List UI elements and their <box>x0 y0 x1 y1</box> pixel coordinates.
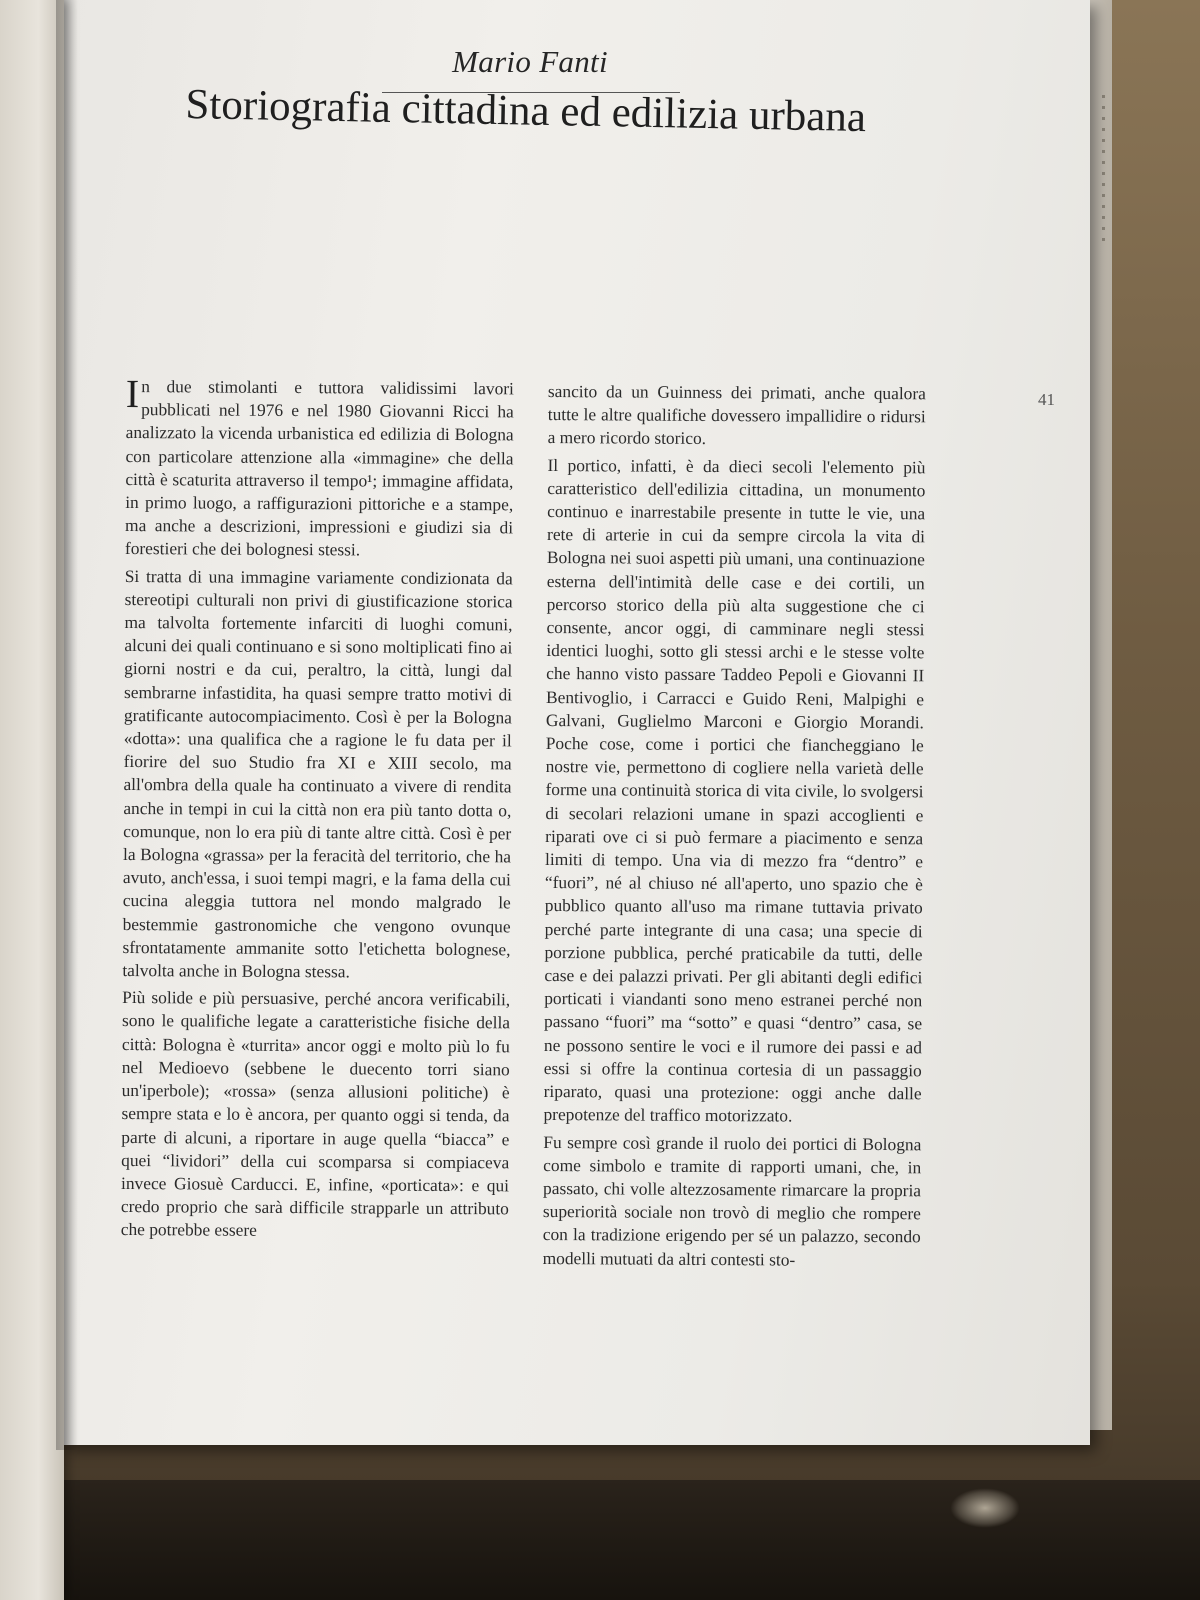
paragraph: sancito da un Guinness dei primati, anche qualora tutte le altre qualifiche dovessero impallidire o ridursi a mero ricordo storico. <box>547 380 926 449</box>
article-title: Storiografia cittadina ed edilizia urbana <box>185 80 867 142</box>
paragraph: Si tratta di una immagine variamente condizionata da stereotipi culturali non privi di giustificazione storica ma talvolta fortemente infarciti di luoghi comuni, alcuni dei quali continuano e si sono moltiplicati fino ai giorni nostri e da cui, peraltro, la città, lungi dal sembrarne infastidita, ha quasi sempre tratto motivi di gratificante autocompiacimento. Così è per la Bologna «dotta»: una qualifica che a ragione le fu data per il fiorire del suo Studio fra XI e XIII secolo, ma all'ombra della quale ha continuato a vivere di rendita anche in tempi in cui la città non era più tanto dotta o, comunque, non lo era più di tante altre città. Così è per la Bologna «grassa» per la feracità del territorio, che ha avuto, anch'essa, i suoi tempi magri, e la fama della cui cucina aleggia tuttora nel mondo malgrado le bestemmie gastronomiche che vengono ovunque sfrontatamente ammanite sotto l'etichetta bolognese, talvolta anche in Bologna stessa. <box>122 565 513 982</box>
paragraph: Il portico, infatti, è da dieci secoli l'elemento più caratteristico dell'edilizia cittadina, un monumento continuo e inarrestabile presente in tutte le vie, una rete di arterie in cui da sempre circola la vita di Bologna nei suoi aspetti più umani, una continuazione esterna dell'intimità delle case e dei cortili, un percorso storico della più alta suggestione che ci consente, ancor oggi, di camminare negli stessi identici luoghi, sotto gli stessi archi e le stesse volte che hanno visto passare Taddeo Pepoli e Giovanni II Bentivoglio, i Carracci e Guido Reni, Malpighi e Galvani, Guglielmo Marconi e Giorgio Morandi. Poche cose, come i portici che fiancheggiano le nostre vie, permettono di cogliere nella varietà delle forme una continuità storica di vita civile, lo svolgersi di secolari relazioni umane in spazi accoglienti e riparati ove ci si può fermare a piacimento e senza limiti di tempo. Una via di mezzo fra “dentro” e “fuori”, né al chiuso né all'aperto, uno spazio che è pubblico quanto all'uso ma rimane tuttavia privato perché parte integrante di una casa; una specie di porzione pubblica, perché praticabile da tutti, delle case e dei palazzi privati. Per gli abitanti degli edifici porticati i viandanti sono meno estranei perché non passano “fuori” ma “sotto” e quasi “dentro” casa, se ne possono sentire le voci e il rumore dei passi e ad essi si offre la continua cortesia di un passaggio riparato, quasi una protezione: oggi anche dalle prepotenze del traffico motorizzato. <box>543 454 926 1126</box>
right-text-column <box>543 380 926 1276</box>
table-stain <box>950 1488 1020 1528</box>
page-number: 41 <box>1038 390 1055 409</box>
drop-cap: I <box>125 371 140 417</box>
paragraph: Fu sempre così grande il ruolo dei portici di Bologna come simbolo e tramite di rapporti umani, che, in passato, chi volle altezzosamente rimarcare la propria superiorità sociale non trovò di meglio che rompere con la tradizione erigendo per sé un palazzo, secondo modelli mutuati da altri contesti sto- <box>542 1131 922 1270</box>
author-name: Mario Fanti <box>452 44 608 79</box>
paragraph: Più solide e più persuasive, perché ancora verificabili, sono le qualifiche legate a caratteristiche fisiche della città: Bologna è «turrita» ancor oggi e molto più lo fu nel Medioevo (sebbene le duecento torri siano un'iperbole); «rossa» (senza allusioni politiche) è sempre stata e lo è ancora, per quanto oggi si tenda, da parte di alcuni, a riportare in auge quella “biacca” e quei “lividori” della cui scomparsa si compiaceva invece Giosuè Carducci. E, infine, «porticata»: e qui credo proprio che sarà difficile strapparle un attributo che potrebbe essere <box>120 987 511 1241</box>
paragraph <box>124 371 514 563</box>
left-page-edge <box>0 0 64 1600</box>
paragraph-text: n due stimolanti e tuttora validissimi lavori pubblicati nel 1976 e nel 1980 Giovanni Ricci ha analizzato la vicenda urbanistica ed edilizia di Bologna con particolare attenzione alla «immagine» che della città è scaturita attraverso il tempo¹; immagine affidata, in primo luogo, a raffigurazioni pittoriche e a stampe, ma anche a descrizioni, impressioni e giudizi sia di forestieri che dei bolognesi stessi. <box>124 376 514 560</box>
gutter-shadow <box>56 0 78 1450</box>
left-text-column <box>120 371 514 1248</box>
table-shadow <box>0 1480 1200 1600</box>
page-edge-marks <box>1102 95 1105 245</box>
